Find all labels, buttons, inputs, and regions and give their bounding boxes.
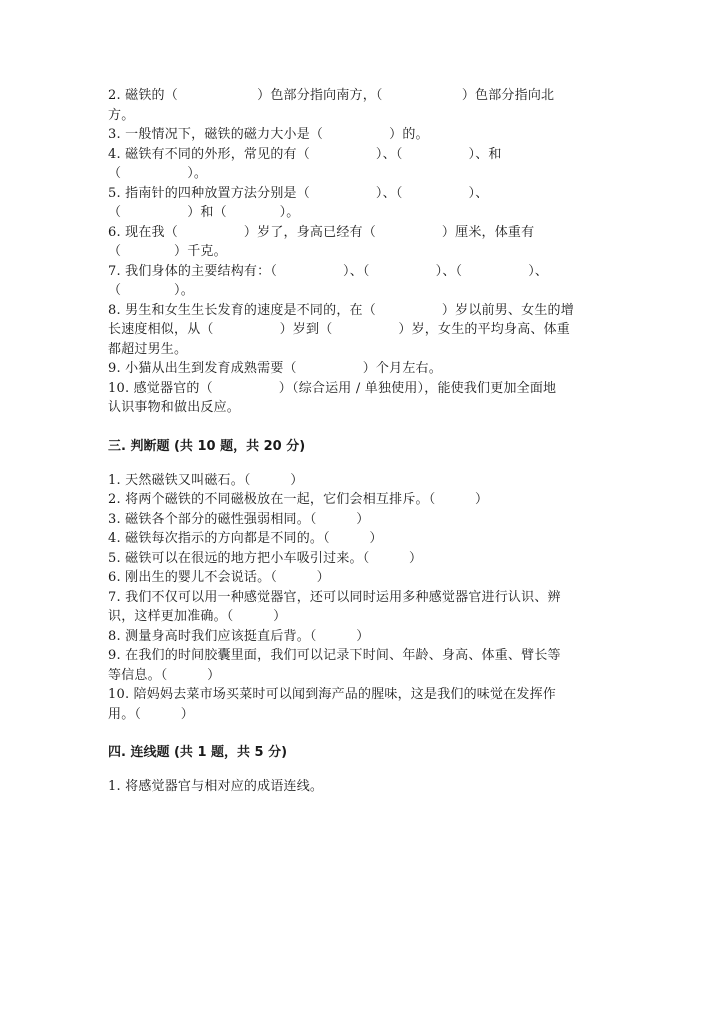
text-line: 1. 天然磁铁又叫磁石。（ ） (108, 472, 304, 488)
text-line: 方。 (108, 107, 135, 123)
text-line: 等信息。（ ） (108, 667, 221, 683)
text-line: 10. 感觉器官的（ ）（综合运用 / 单独使用），能使我们更加全面地 (108, 380, 557, 396)
text-line: 4. 磁铁每次指示的方向都是不同的。（ ） (108, 531, 383, 546)
text-line: 6. 刚出生的婴儿不会说话。（ ） (108, 570, 330, 585)
text-line: 用。（ ） (108, 706, 194, 722)
text-line: （ ）和（ ）。 (108, 205, 300, 220)
text-line: （ ）千克。 (108, 244, 227, 259)
text-line: 6. 现在我（ ）岁了，身高已经有（ ）厘米，体重有 (108, 224, 535, 240)
text-line: 9. 在我们的时间胶囊里面，我们可以记录下时间、年龄、身高、体重、臂长等 (108, 648, 561, 663)
text-line: 7. 我们身体的主要结构有：（ ）、（ ）、（ ）、 (108, 263, 549, 279)
text-line: 2. 磁铁的（ ）色部分指向南方，（ ）色部分指向北 (108, 88, 555, 103)
true-false-section (108, 471, 608, 725)
text-line: 长速度相似，从（ ）岁到（ ）岁，女生的平均身高、体重 (108, 322, 571, 337)
text-line: 5. 磁铁可以在很远的地方把小车吸引过来。（ ） (108, 550, 423, 566)
text-line: 4. 磁铁有不同的外形，常见的有（ ）、（ ）、和 (108, 146, 502, 162)
text-line: 8. 测量身高时我们应该挺直后背。（ ） (108, 628, 370, 644)
text-line: 2. 将两个磁铁的不同磁极放在一起，它们会相互排斥。（ ） (108, 492, 489, 507)
matching-section (108, 777, 608, 797)
judge-section-title: 三. 判断题 (共 10 题，共 20 分) (108, 438, 306, 454)
text-line: 8. 男生和女生生长发育的速度是不同的，在（ ）岁以前男、女生的增 (108, 302, 574, 318)
text-line: （ ）。 (108, 166, 208, 181)
text-line: 认识事物和做出反应。 (108, 400, 241, 415)
text-line: （ ）。 (108, 283, 194, 298)
text-line: 识，这样更加准确。（ ） (108, 609, 287, 624)
fill-in-blank-section (108, 86, 608, 418)
match-section-title: 四. 连线题 (共 1 题，共 5 分) (108, 745, 288, 760)
text-line: 3. 磁铁各个部分的磁性强弱相同。（ ） (108, 511, 370, 527)
text-line: 5. 指南针的四种放置方法分别是（ ）、（ ）、 (108, 185, 489, 201)
text-line: 都超过男生。 (108, 341, 188, 357)
text-line: 3. 一般情况下，磁铁的磁力大小是（ ）的。 (108, 127, 429, 142)
text-line: 9. 小猫从出生到发育成熟需要（ ）个月左右。 (108, 361, 442, 376)
worksheet-page (108, 86, 608, 797)
text-line: 10. 陪妈妈去菜市场买菜时可以闻到海产品的腥味，这是我们的味觉在发挥作 (108, 687, 557, 702)
text-line: 1. 将感觉器官与相对应的成语连线。 (108, 779, 324, 794)
text-line: 7. 我们不仅可以用一种感觉器官，还可以同时运用多种感觉器官进行认识、辨 (108, 589, 561, 605)
